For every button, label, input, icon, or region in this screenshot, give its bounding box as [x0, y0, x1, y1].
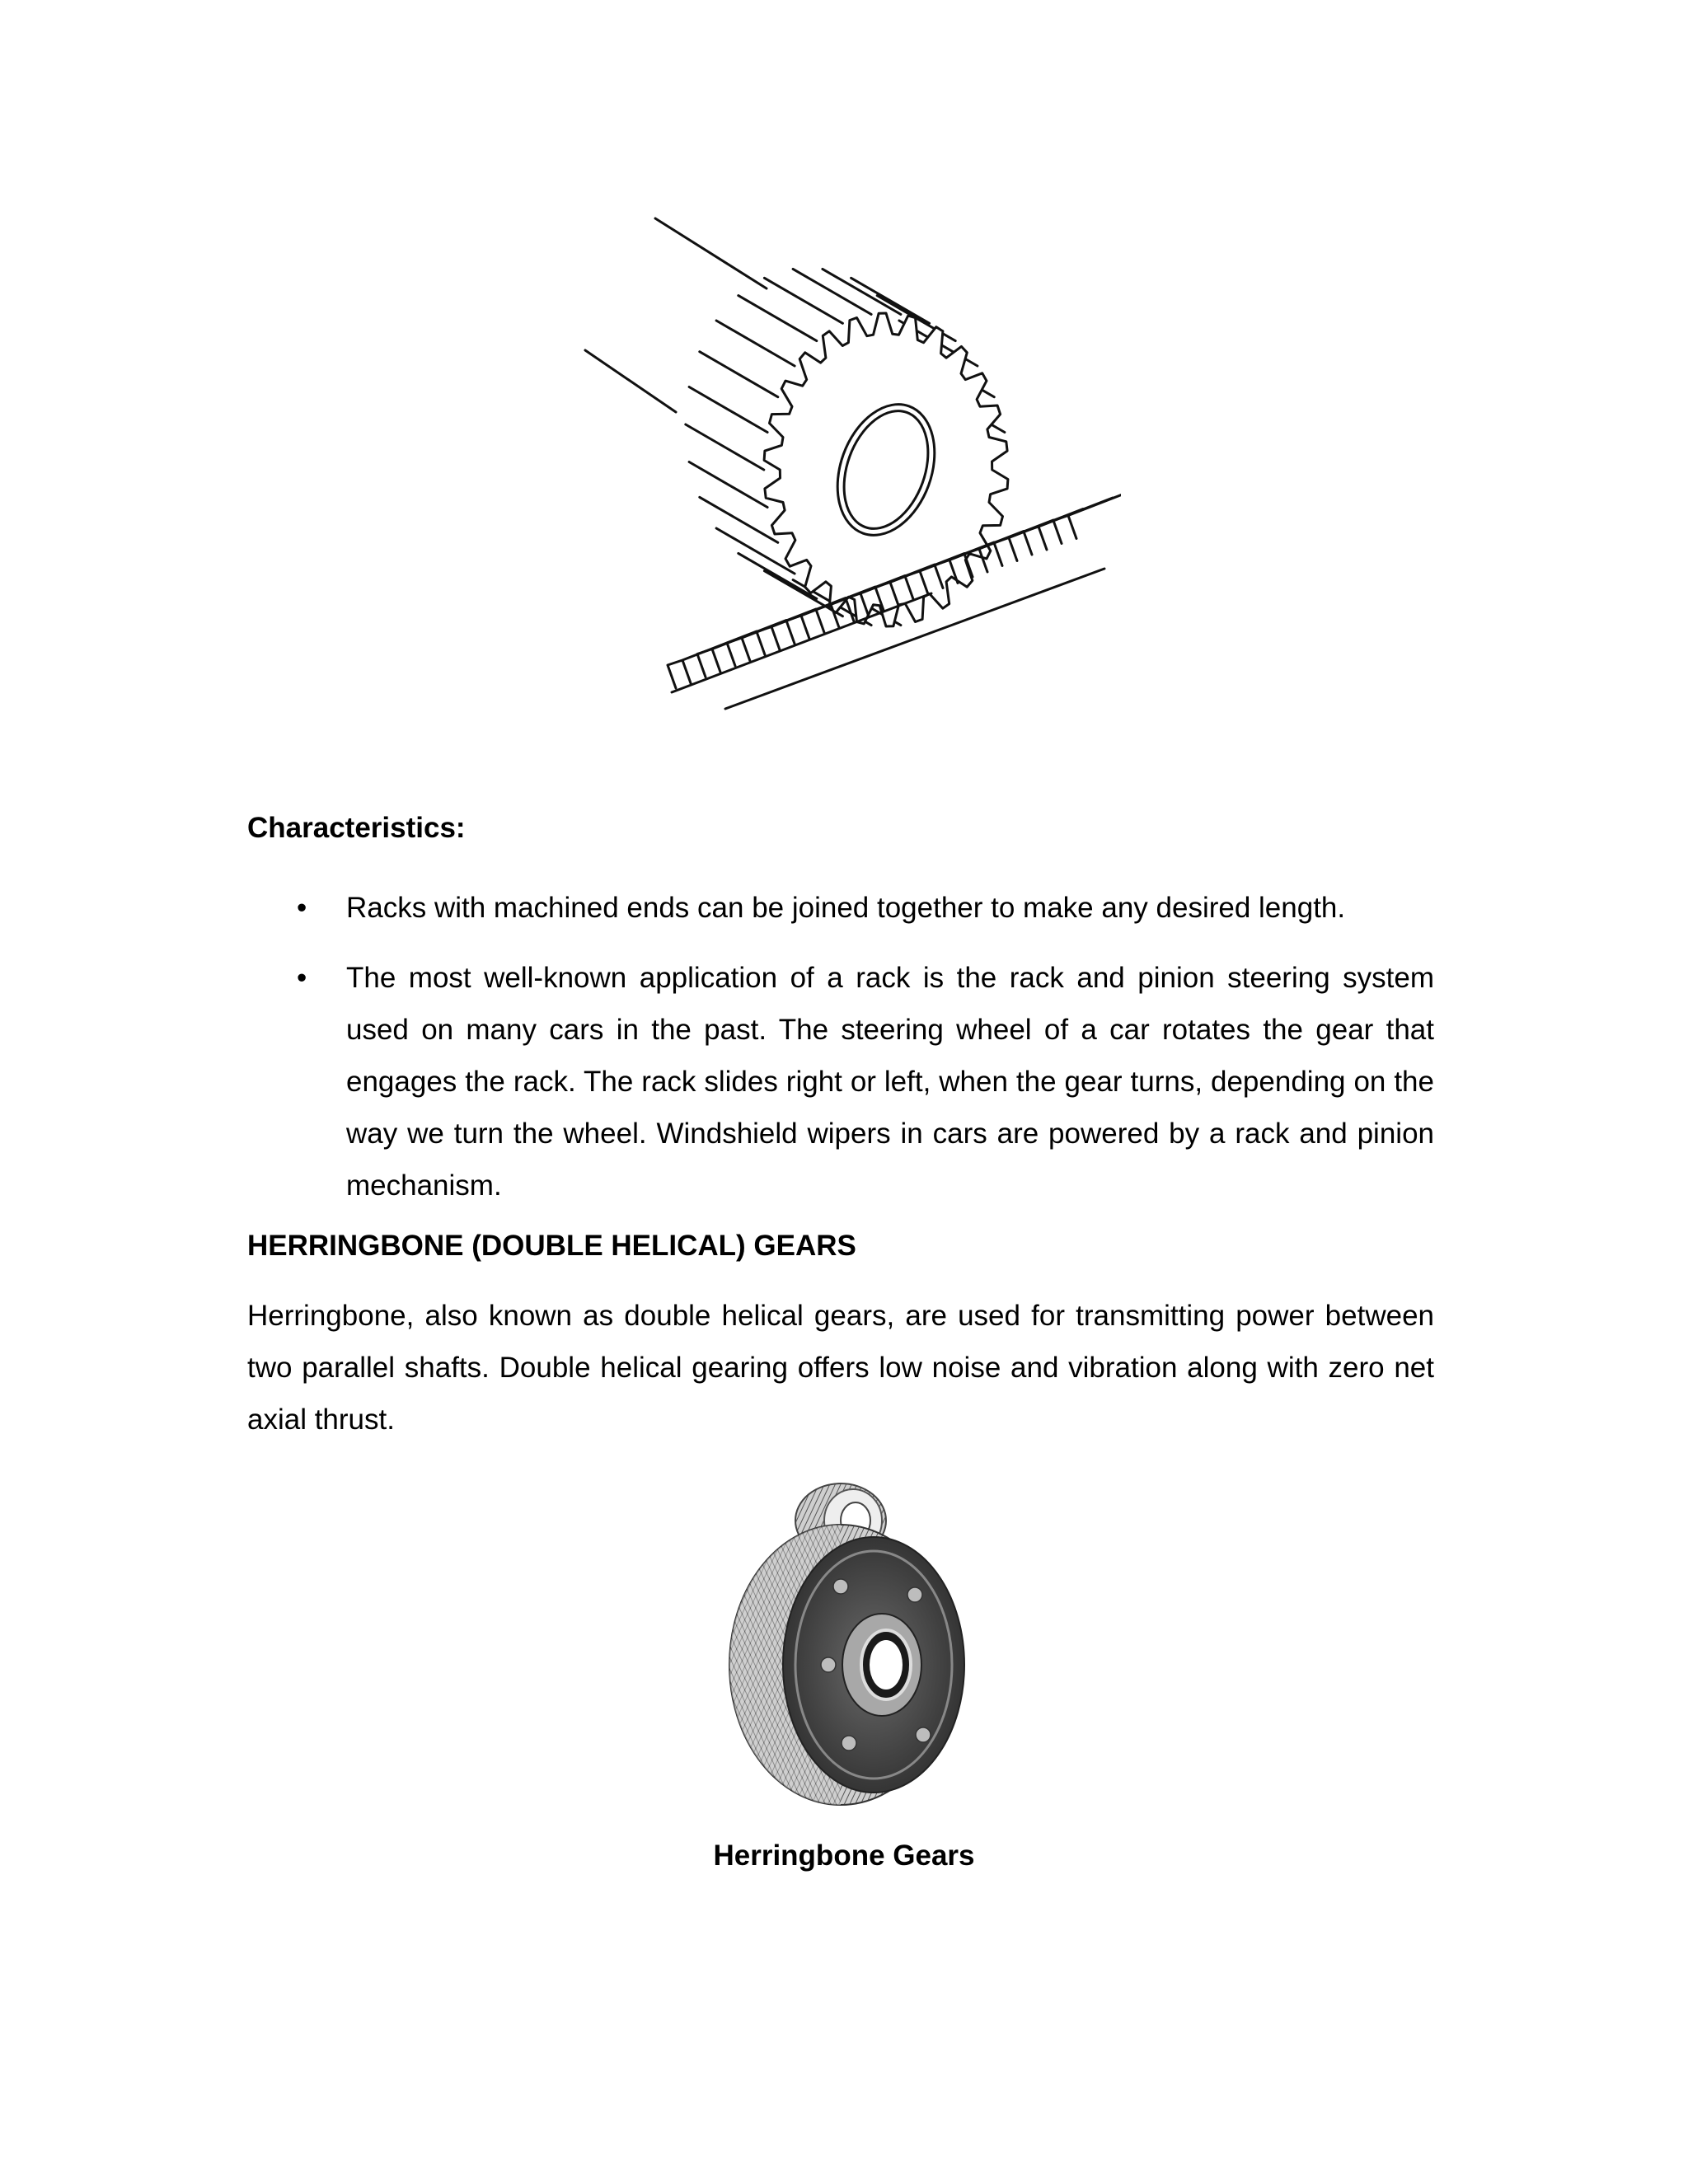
bullet-icon: • — [297, 962, 307, 994]
rack-tooth — [1053, 487, 1121, 544]
herringbone-paragraph: Herringbone, also known as double helical gears, are used for transmitting power between two parallel shafts. Double helical gearing offers low noise and vibration along with zero net axial thrust. — [247, 1300, 1434, 1436]
gear-tooth-line — [689, 387, 767, 433]
herringbone-gear-icon — [717, 1479, 989, 1809]
gear-tooth-line — [700, 352, 778, 397]
rack-and-pinion-figure — [560, 198, 1121, 775]
rack-tooth — [1024, 498, 1113, 555]
characteristics-list-continued — [247, 952, 1434, 1212]
bullet-icon: • — [297, 892, 307, 924]
gear-tooth-line — [716, 528, 795, 574]
gear-tooth-line — [851, 278, 930, 323]
bullet-text: The most well-known application of a rack is the rack and pinion steering system used on many cars in the past. The steering wheel of a car rotates the gear that engages the rack. The rack slides right or left, when the gear turns, depending on the way we turn the wheel. Windshield wipers in cars are powered by a rack and pinion mechanism. — [346, 962, 1434, 1202]
herringbone-heading: HERRINGBONE (DOUBLE HELICAL) GEARS — [247, 1230, 856, 1262]
rack-and-pinion-icon — [560, 198, 1121, 775]
gear-tooth-line — [689, 462, 767, 508]
list-item — [247, 882, 1434, 934]
herringbone-gear-figure — [717, 1479, 989, 1809]
characteristics-list — [247, 882, 1434, 934]
gear-tooth-line — [700, 497, 778, 542]
gear-tooth-line — [686, 424, 764, 470]
characteristics-heading: Characteristics: — [247, 812, 466, 844]
gear-tooth-line — [716, 321, 795, 366]
list-item — [247, 952, 1434, 1212]
herringbone-caption: Herringbone Gears — [713, 1840, 975, 1872]
bullet-text: Racks with machined ends can be joined together to make any desired length. — [346, 892, 1346, 924]
